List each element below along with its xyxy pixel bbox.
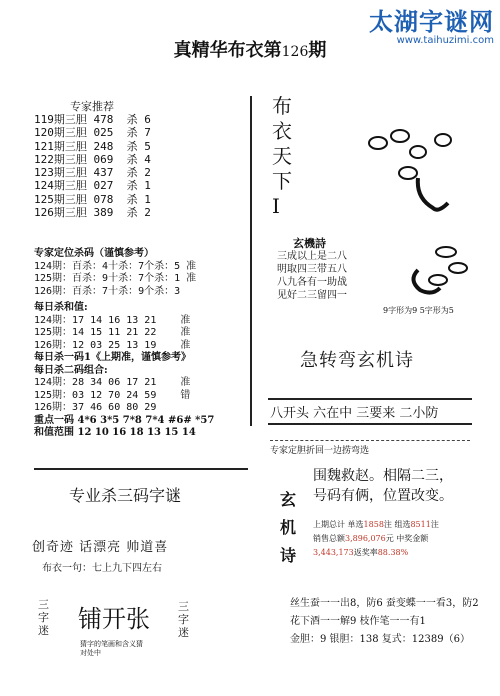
info-value: 3,896,076	[345, 534, 386, 543]
recommend-list	[34, 113, 151, 219]
horizontal-divider	[34, 468, 248, 470]
buyiju-line: 布衣一句：七上九下四左右	[42, 563, 162, 574]
caption-line: 猜字的笔画和含义猜	[80, 640, 143, 648]
br-line: 丝生蚕一一出8，防6 蚕变蝶一一看3，防2	[290, 598, 479, 609]
block2-row: 126期：12 03 25 13 19 准	[34, 339, 191, 351]
vertical-char: 衣	[272, 119, 292, 143]
logo-url: www.taihuzimi.com	[396, 35, 494, 46]
block2-head2: 每日杀和值:	[34, 302, 88, 313]
recommend-row: 121期三胆 248 杀 5	[34, 139, 151, 153]
coins-illustration	[338, 118, 468, 213]
info-text: 注 组选	[383, 520, 411, 529]
info-text: 返奖率	[353, 548, 378, 557]
sanzi-left	[38, 598, 49, 637]
recommend-row: 126期三胆 389 杀 2	[34, 206, 151, 220]
vertical-char: 机	[280, 518, 297, 537]
sanzi-char: 三	[38, 598, 49, 611]
poem-heading: 玄機詩	[293, 237, 326, 250]
poem-line: 见好二三留四一	[277, 290, 347, 301]
info-line-2	[313, 532, 439, 546]
vertical-char: 下	[272, 169, 292, 193]
jizhuan-title: 急转弯玄机诗	[300, 350, 414, 371]
poem-line: 八九各有一助战	[277, 277, 347, 288]
block2-row: 125期：百杀：9十杀：7个杀：1 准	[34, 273, 197, 284]
vertical-char: I	[272, 194, 280, 218]
info-text: 销售总额	[313, 534, 345, 543]
vertical-title	[272, 94, 292, 219]
hezhi-line: 和值范围 12 10 16 18 13 15 14	[34, 427, 196, 438]
block2-row: 126期：百杀：7十杀：9个杀：3	[34, 285, 181, 297]
poem-caption: 9字形为9 5字形为5	[383, 306, 454, 315]
zhongdian-line: 重点一码 4*6 3*5 7*8 7*4 #6# *57	[34, 414, 215, 426]
block2-row: 124期：28 34 06 17 21 准	[34, 377, 191, 388]
jizhuan-vertical	[280, 486, 296, 570]
block2-row: 124期：百杀：4十杀：7个杀：5 准	[34, 260, 197, 272]
recommend-row: 120期三胆 025 杀 7	[34, 126, 151, 140]
chuangqi-line: 创奇迹 话漂亮 帅道喜	[32, 540, 169, 555]
sanzi-char: 字	[178, 613, 189, 626]
caption-line: 对处中	[80, 649, 101, 657]
info-text: 注	[430, 520, 439, 529]
sanzi-char: 迷	[178, 626, 189, 639]
block2-row: 125期：03 12 70 24 59 错	[34, 389, 191, 401]
poem-line: 三成以上是二八	[277, 251, 347, 262]
block2-row: 125期：14 15 11 21 22 准	[34, 327, 191, 338]
xuanji-poem	[277, 237, 347, 302]
logo-brand: 太湖字谜网	[369, 8, 494, 36]
vertical-char: 天	[272, 144, 292, 168]
info-value: 8511	[410, 520, 431, 529]
kill-code-block	[34, 248, 214, 440]
info-value: 3,443,173	[313, 548, 354, 557]
block2-head1: 专家定位杀码（谨慎参考）	[34, 248, 154, 259]
jizhuan-dash: 专家定胆折回一边捞弯选	[270, 440, 470, 456]
title-suffix: 期	[308, 40, 327, 61]
block2-row: 126期：37 46 60 80 29	[34, 402, 157, 413]
bottom-right-lines	[290, 595, 479, 649]
block2-head3: 每日杀一码1《上期准，谨慎参考》	[34, 352, 191, 363]
main-line: 号码有俩，位置改变。	[313, 488, 453, 504]
info-text: 上期总计 单选	[313, 520, 364, 529]
recommend-row: 125期三胆 078 杀 1	[34, 192, 151, 206]
br-line: 花下酒一一解9 枝作笔一一有1	[290, 616, 426, 627]
poem-line: 明取四三带五八	[277, 264, 347, 275]
poem-illustration	[398, 240, 478, 300]
vertical-char: 玄	[280, 490, 297, 509]
jizhuan-info	[313, 518, 439, 560]
vertical-char: 布	[272, 94, 292, 118]
recommend-row: 119期三胆 478 杀 6	[34, 113, 151, 126]
info-value: 1858	[363, 520, 384, 529]
info-value: 88.38%	[377, 548, 409, 557]
vertical-char: 诗	[280, 546, 297, 565]
recommend-header: 专家推荐	[70, 100, 114, 113]
sanzi-right	[178, 600, 189, 639]
block2-head4: 每日杀二码组合:	[34, 364, 108, 376]
info-line-3	[313, 546, 439, 560]
recommend-row: 123期三胆 437 杀 2	[34, 166, 151, 180]
main-line: 围魏救赵。相隔二三，	[313, 468, 453, 484]
pukai-text: 铺开张	[78, 605, 150, 633]
recommend-row: 124期三胆 027 杀 1	[34, 179, 151, 193]
pukai-caption	[80, 640, 143, 658]
block2-row: 124期：17 14 16 13 21 准	[34, 314, 191, 326]
info-text: 元 中奖金额	[385, 534, 429, 543]
sanzi-char: 三	[178, 600, 189, 613]
zhuanye-title: 专业杀三码字谜	[68, 486, 181, 505]
info-line-1	[313, 518, 439, 532]
vertical-divider	[250, 96, 252, 426]
jizhuan-main	[313, 466, 453, 506]
page-title	[0, 36, 500, 62]
title-prefix: 真精华布衣第	[173, 40, 282, 61]
recommend-row: 122期三胆 069 杀 4	[34, 152, 151, 166]
sanzi-char: 迷	[38, 624, 49, 637]
title-issue: 126	[281, 44, 309, 60]
sanzi-char: 字	[38, 611, 49, 624]
jizhuan-line: 八开头 六在中 三要来 二小防	[268, 398, 472, 425]
br-line: 金胆：9 银胆：138 复式：12389（6）	[290, 634, 470, 645]
